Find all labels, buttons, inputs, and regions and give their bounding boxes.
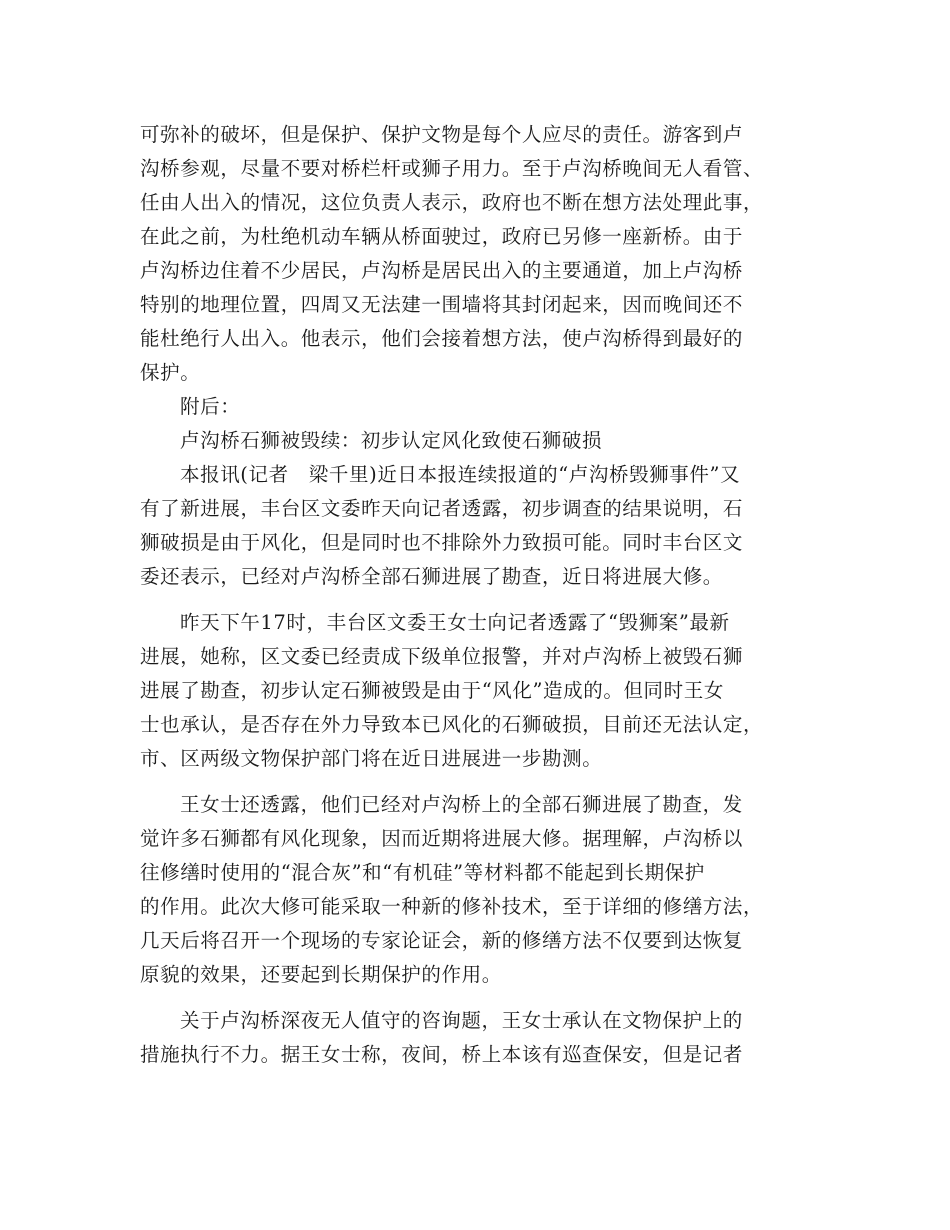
text-line: 原貌的效果，还要起到长期保护的作用。 [140,963,502,986]
text-line: 的作用。此次大修可能采取一种新的修补技术，至于详细的修缮方法， [140,895,764,918]
document-body [140,118,810,1072]
text-line: 士也承认，是否存在外力导致本已风化的石狮破损，目前还无法认定， [140,713,764,736]
text-line: 有了新进展，丰台区文委昨天向记者透露，初步调查的结果说明，石 [140,497,744,520]
paragraph-continuation [140,118,810,390]
text-line: 能杜绝行人出入。他表示，他们会接着想方法，使卢沟桥得到最好的 [140,327,744,350]
text-line: 本报讯(记者 梁千里)近日本报连续报道的“卢沟桥毁狮事件”又 [180,463,741,486]
paragraph-night-security [140,1004,810,1072]
text-line: 昨天下午17时，丰台区文委王女士向记者透露了“毁狮案”最新 [180,611,730,634]
text-line: 卢沟桥石狮被毁续：初步认定风化致使石狮破损 [180,429,603,452]
appendix-label [140,390,810,424]
paragraph-repair [140,788,810,992]
text-line: 进展了勘查，初步认定石狮被毁是由于“风化”造成的。但同时王女 [140,679,724,702]
text-line: 在此之前，为杜绝机动车辆从桥面驶过，政府已另修一座新桥。由于 [140,225,744,248]
paragraph-report-intro [140,458,810,594]
paragraph-gap [140,594,810,606]
text-line: 往修缮时使用的“混合灰”和“有机硅”等材料都不能起到长期保护 [140,861,705,884]
text-line: 卢沟桥边住着不少居民，卢沟桥是居民出入的主要通道，加上卢沟桥 [140,259,744,282]
text-line: 几天后将召开一个现场的专家论证会，新的修缮方法不仅要到达恢复 [140,929,744,952]
text-line: 市、区两级文物保护部门将在近日进展进一步勘测。 [140,747,603,770]
text-line: 沟桥参观，尽量不要对桥栏杆或狮子用力。至于卢沟桥晚间无人看管、 [140,157,764,180]
text-line: 觉许多石狮都有风化现象，因而近期将进展大修。据理解，卢沟桥以 [140,827,744,850]
text-line: 保护。 [140,361,201,384]
text-line: 附后： [180,395,241,418]
text-line: 可弥补的破坏，但是保护、保护文物是每个人应尽的责任。游客到卢 [140,123,744,146]
text-line: 委还表示，已经对卢沟桥全部石狮进展了勘查，近日将进展大修。 [140,565,723,588]
text-line: 进展，她称，区文委已经责成下级单位报警，并对卢沟桥上被毁石狮 [140,645,744,668]
paragraph-investigation [140,606,810,776]
article-headline [140,424,810,458]
paragraph-gap [140,992,810,1004]
text-line: 措施执行不力。据王女士称，夜间，桥上本该有巡查保安，但是记者 [140,1043,744,1066]
text-line: 关于卢沟桥深夜无人值守的咨询题，王女士承认在文物保护上的 [180,1009,743,1032]
text-line: 任由人出入的情况，这位负责人表示，政府也不断在想方法处理此事， [140,191,764,214]
text-line: 王女士还透露，他们已经对卢沟桥上的全部石狮进展了勘查，发 [180,793,743,816]
paragraph-gap [140,776,810,788]
text-line: 狮破损是由于风化，但是同时也不排除外力致损可能。同时丰台区文 [140,531,744,554]
text-line: 特别的地理位置，四周又无法建一围墙将其封闭起来，因而晚间还不 [140,293,744,316]
